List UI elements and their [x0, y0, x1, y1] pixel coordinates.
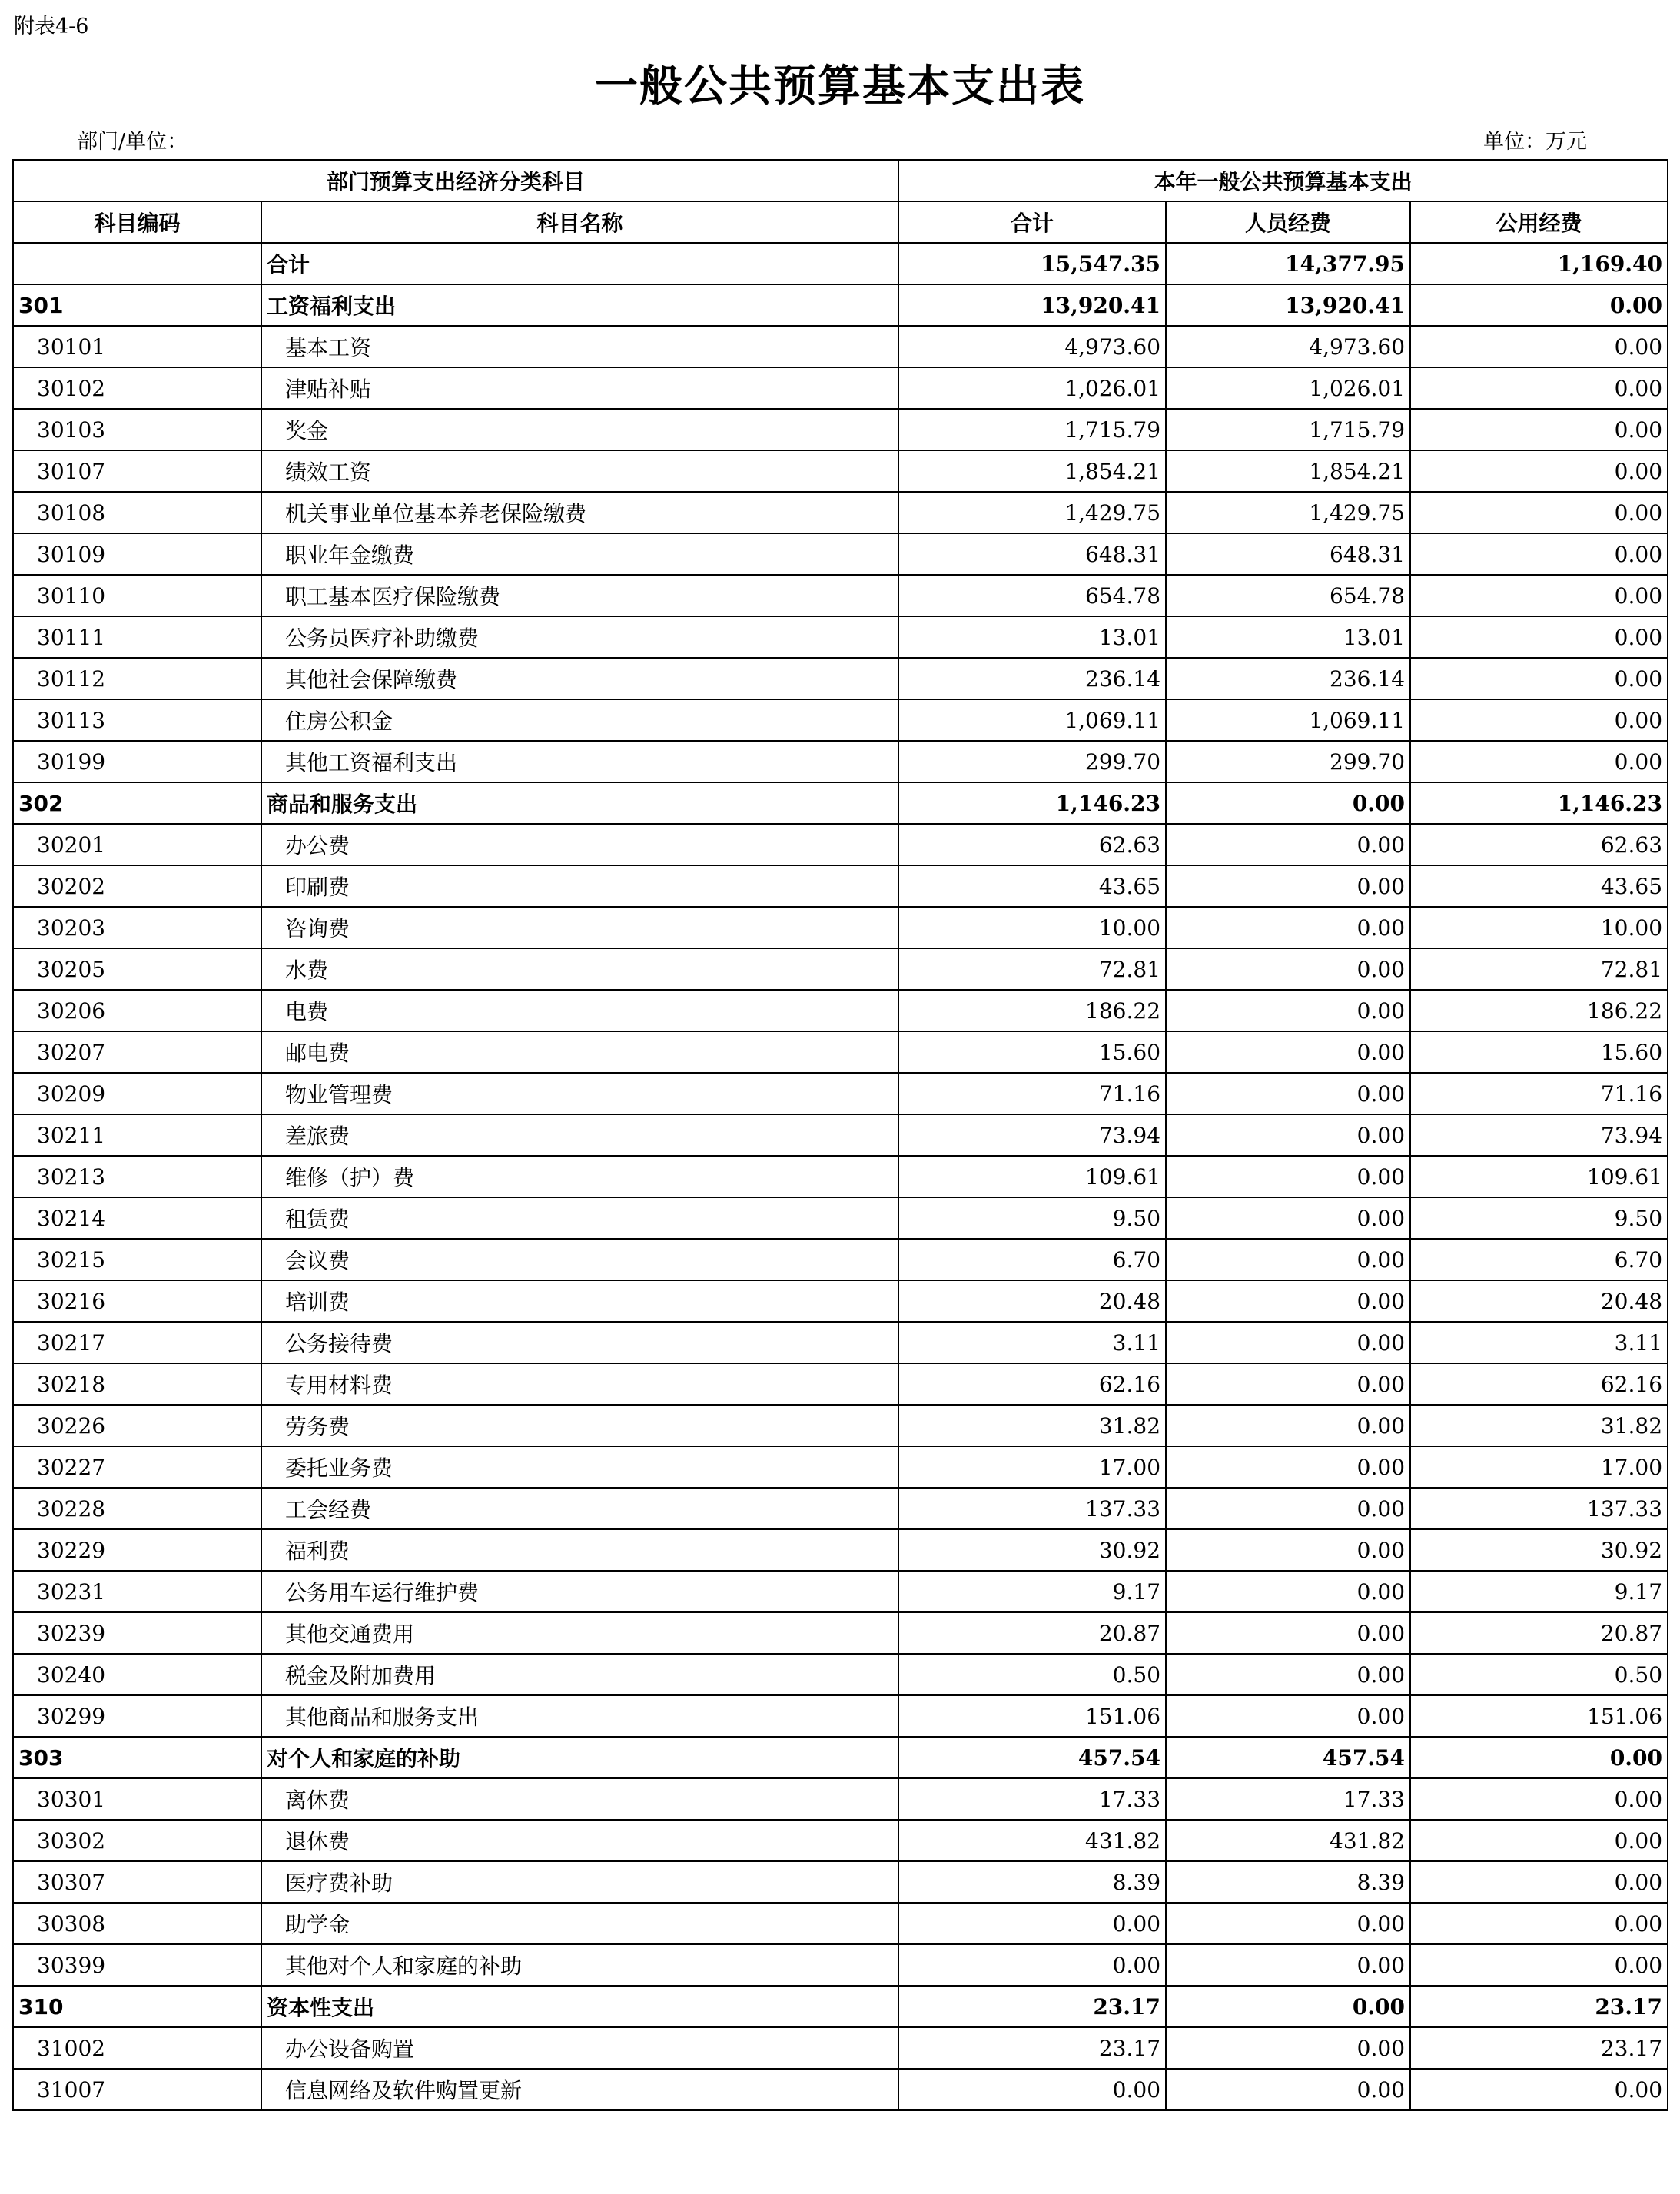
cell-code: 30299	[13, 1695, 261, 1737]
column-header-row	[13, 201, 1668, 243]
cell-public: 0.00	[1410, 741, 1668, 782]
cell-total: 9.50	[898, 1197, 1166, 1239]
table-row	[13, 1654, 1668, 1695]
column-header-public: 公用经费	[1410, 201, 1668, 243]
cell-public: 10.00	[1410, 907, 1668, 948]
cell-code: 30211	[13, 1114, 261, 1156]
cell-public: 0.00	[1410, 1861, 1668, 1903]
cell-total: 648.31	[898, 533, 1166, 575]
cell-code: 30399	[13, 1944, 261, 1986]
cell-name: 职业年金缴费	[261, 533, 898, 575]
cell-public: 23.17	[1410, 1986, 1668, 2027]
table-row	[13, 1737, 1668, 1778]
cell-total: 1,146.23	[898, 782, 1166, 824]
cell-name: 印刷费	[261, 865, 898, 907]
cell-personnel: 299.70	[1166, 741, 1410, 782]
cell-name: 物业管理费	[261, 1073, 898, 1114]
cell-name: 其他社会保障缴费	[261, 658, 898, 699]
table-row	[13, 492, 1668, 533]
cell-total: 109.61	[898, 1156, 1166, 1197]
cell-code: 30218	[13, 1363, 261, 1405]
cell-total: 30.92	[898, 1529, 1166, 1571]
cell-personnel: 648.31	[1166, 533, 1410, 575]
cell-public: 0.00	[1410, 1737, 1668, 1778]
table-row	[13, 1820, 1668, 1861]
cell-name: 助学金	[261, 1903, 898, 1944]
table-row	[13, 409, 1668, 450]
cell-public: 0.00	[1410, 658, 1668, 699]
table-row	[13, 1944, 1668, 1986]
table-row	[13, 326, 1668, 367]
table-row	[13, 1114, 1668, 1156]
cell-personnel: 17.33	[1166, 1778, 1410, 1820]
table-row	[13, 1986, 1668, 2027]
department-label: 部门/单位：	[77, 130, 188, 154]
cell-total: 236.14	[898, 658, 1166, 699]
cell-code: 302	[13, 782, 261, 824]
cell-name: 培训费	[261, 1280, 898, 1322]
table-row	[13, 699, 1668, 741]
cell-personnel: 431.82	[1166, 1820, 1410, 1861]
table-row	[13, 865, 1668, 907]
cell-name: 公务员医疗补助缴费	[261, 616, 898, 658]
table-row	[13, 1405, 1668, 1446]
table-row	[13, 243, 1668, 284]
cell-name: 职工基本医疗保险缴费	[261, 575, 898, 616]
group-header-expenditure: 本年一般公共预算基本支出	[898, 160, 1668, 201]
cell-public: 0.00	[1410, 533, 1668, 575]
cell-total: 10.00	[898, 907, 1166, 948]
cell-public: 0.00	[1410, 492, 1668, 533]
table-row	[13, 1197, 1668, 1239]
table-body	[13, 243, 1668, 2110]
cell-public: 0.50	[1410, 1654, 1668, 1695]
cell-code: 30231	[13, 1571, 261, 1612]
cell-code: 31002	[13, 2027, 261, 2069]
cell-code: 303	[13, 1737, 261, 1778]
cell-public: 0.00	[1410, 699, 1668, 741]
cell-name: 合计	[261, 243, 898, 284]
cell-code: 30103	[13, 409, 261, 450]
cell-public: 0.00	[1410, 326, 1668, 367]
cell-total: 457.54	[898, 1737, 1166, 1778]
cell-total: 9.17	[898, 1571, 1166, 1612]
budget-table	[12, 159, 1668, 2111]
cell-personnel: 0.00	[1166, 1280, 1410, 1322]
table-row	[13, 367, 1668, 409]
cell-personnel: 0.00	[1166, 824, 1410, 865]
table-row	[13, 533, 1668, 575]
cell-total: 0.50	[898, 1654, 1166, 1695]
table-row	[13, 782, 1668, 824]
page-title: 一般公共预算基本支出表	[595, 61, 1085, 111]
cell-code: 30213	[13, 1156, 261, 1197]
cell-total: 20.87	[898, 1612, 1166, 1654]
cell-total: 0.00	[898, 1944, 1166, 1986]
cell-public: 9.17	[1410, 1571, 1668, 1612]
cell-personnel: 0.00	[1166, 1363, 1410, 1405]
table-row	[13, 1861, 1668, 1903]
cell-code: 30102	[13, 367, 261, 409]
cell-code: 30202	[13, 865, 261, 907]
cell-total: 15,547.35	[898, 243, 1166, 284]
cell-public: 0.00	[1410, 616, 1668, 658]
cell-personnel: 0.00	[1166, 1114, 1410, 1156]
cell-code: 30101	[13, 326, 261, 367]
table-row	[13, 658, 1668, 699]
table-row	[13, 948, 1668, 990]
cell-total: 1,026.01	[898, 367, 1166, 409]
cell-public: 0.00	[1410, 1903, 1668, 1944]
table-row	[13, 1571, 1668, 1612]
cell-public: 151.06	[1410, 1695, 1668, 1737]
cell-name: 办公费	[261, 824, 898, 865]
cell-name: 离休费	[261, 1778, 898, 1820]
cell-code: 30108	[13, 492, 261, 533]
cell-name: 其他商品和服务支出	[261, 1695, 898, 1737]
cell-personnel: 236.14	[1166, 658, 1410, 699]
cell-code: 301	[13, 284, 261, 326]
cell-name: 水费	[261, 948, 898, 990]
cell-personnel: 0.00	[1166, 782, 1410, 824]
cell-code: 30227	[13, 1446, 261, 1488]
cell-public: 30.92	[1410, 1529, 1668, 1571]
cell-total: 13,920.41	[898, 284, 1166, 326]
cell-personnel: 0.00	[1166, 1695, 1410, 1737]
cell-personnel: 0.00	[1166, 1986, 1410, 2027]
table-row	[13, 1695, 1668, 1737]
cell-total: 1,069.11	[898, 699, 1166, 741]
cell-personnel: 1,429.75	[1166, 492, 1410, 533]
column-header-name: 科目名称	[261, 201, 898, 243]
cell-public: 43.65	[1410, 865, 1668, 907]
cell-code: 310	[13, 1986, 261, 2027]
cell-total: 186.22	[898, 990, 1166, 1031]
cell-total: 17.00	[898, 1446, 1166, 1488]
cell-total: 71.16	[898, 1073, 1166, 1114]
cell-code: 30216	[13, 1280, 261, 1322]
cell-public: 0.00	[1410, 1944, 1668, 1986]
cell-code: 30215	[13, 1239, 261, 1280]
cell-name: 其他交通费用	[261, 1612, 898, 1654]
cell-total: 0.00	[898, 1903, 1166, 1944]
cell-name: 维修（护）费	[261, 1156, 898, 1197]
cell-public: 62.16	[1410, 1363, 1668, 1405]
cell-total: 23.17	[898, 1986, 1166, 2027]
column-header-code: 科目编码	[13, 201, 261, 243]
cell-code: 30301	[13, 1778, 261, 1820]
cell-name: 资本性支出	[261, 1986, 898, 2027]
cell-personnel: 0.00	[1166, 1571, 1410, 1612]
table-row	[13, 824, 1668, 865]
cell-personnel: 4,973.60	[1166, 326, 1410, 367]
cell-name: 会议费	[261, 1239, 898, 1280]
cell-personnel: 1,715.79	[1166, 409, 1410, 450]
cell-name: 商品和服务支出	[261, 782, 898, 824]
cell-code: 30307	[13, 1861, 261, 1903]
table-row	[13, 1363, 1668, 1405]
cell-total: 15.60	[898, 1031, 1166, 1073]
table-row	[13, 1280, 1668, 1322]
table-row	[13, 2027, 1668, 2069]
cell-public: 73.94	[1410, 1114, 1668, 1156]
table-row	[13, 1446, 1668, 1488]
table-row	[13, 1903, 1668, 1944]
cell-public: 20.87	[1410, 1612, 1668, 1654]
cell-name: 奖金	[261, 409, 898, 450]
cell-code: 30302	[13, 1820, 261, 1861]
cell-public: 23.17	[1410, 2027, 1668, 2069]
cell-public: 137.33	[1410, 1488, 1668, 1529]
cell-personnel: 0.00	[1166, 1654, 1410, 1695]
cell-public: 0.00	[1410, 409, 1668, 450]
cell-total: 4,973.60	[898, 326, 1166, 367]
cell-total: 13.01	[898, 616, 1166, 658]
cell-personnel: 0.00	[1166, 990, 1410, 1031]
cell-public: 9.50	[1410, 1197, 1668, 1239]
cell-name: 专用材料费	[261, 1363, 898, 1405]
cell-name: 工会经费	[261, 1488, 898, 1529]
table-row	[13, 990, 1668, 1031]
cell-code: 30207	[13, 1031, 261, 1073]
cell-total: 20.48	[898, 1280, 1166, 1322]
cell-name: 公务接待费	[261, 1322, 898, 1363]
cell-public: 31.82	[1410, 1405, 1668, 1446]
cell-personnel: 654.78	[1166, 575, 1410, 616]
table-row	[13, 616, 1668, 658]
cell-personnel: 0.00	[1166, 1488, 1410, 1529]
table-row	[13, 907, 1668, 948]
cell-name: 其他工资福利支出	[261, 741, 898, 782]
cell-personnel: 0.00	[1166, 1197, 1410, 1239]
cell-personnel: 0.00	[1166, 1529, 1410, 1571]
table-row	[13, 284, 1668, 326]
cell-name: 对个人和家庭的补助	[261, 1737, 898, 1778]
cell-public: 71.16	[1410, 1073, 1668, 1114]
cell-personnel: 1,854.21	[1166, 450, 1410, 492]
cell-name: 办公设备购置	[261, 2027, 898, 2069]
cell-total: 431.82	[898, 1820, 1166, 1861]
cell-total: 654.78	[898, 575, 1166, 616]
table-row	[13, 1778, 1668, 1820]
cell-public: 6.70	[1410, 1239, 1668, 1280]
cell-personnel: 0.00	[1166, 2069, 1410, 2110]
group-header-row	[13, 160, 1668, 201]
cell-code: 30110	[13, 575, 261, 616]
cell-public: 1,146.23	[1410, 782, 1668, 824]
table-row	[13, 450, 1668, 492]
cell-total: 151.06	[898, 1695, 1166, 1737]
cell-total: 299.70	[898, 741, 1166, 782]
cell-personnel: 0.00	[1166, 1239, 1410, 1280]
cell-name: 差旅费	[261, 1114, 898, 1156]
cell-personnel: 0.00	[1166, 907, 1410, 948]
cell-public: 0.00	[1410, 1778, 1668, 1820]
cell-total: 43.65	[898, 865, 1166, 907]
cell-code: 30109	[13, 533, 261, 575]
cell-code	[13, 243, 261, 284]
cell-personnel: 14,377.95	[1166, 243, 1410, 284]
table-row	[13, 1031, 1668, 1073]
cell-code: 30107	[13, 450, 261, 492]
cell-public: 0.00	[1410, 1820, 1668, 1861]
cell-personnel: 0.00	[1166, 1612, 1410, 1654]
cell-public: 62.63	[1410, 824, 1668, 865]
table-row	[13, 1322, 1668, 1363]
cell-personnel: 0.00	[1166, 1405, 1410, 1446]
table-row	[13, 1529, 1668, 1571]
cell-personnel: 0.00	[1166, 1073, 1410, 1114]
cell-public: 0.00	[1410, 284, 1668, 326]
cell-total: 73.94	[898, 1114, 1166, 1156]
cell-code: 30229	[13, 1529, 261, 1571]
cell-code: 30217	[13, 1322, 261, 1363]
cell-code: 31007	[13, 2069, 261, 2110]
cell-total: 62.16	[898, 1363, 1166, 1405]
cell-total: 1,854.21	[898, 450, 1166, 492]
cell-total: 17.33	[898, 1778, 1166, 1820]
cell-public: 186.22	[1410, 990, 1668, 1031]
cell-total: 23.17	[898, 2027, 1166, 2069]
cell-public: 3.11	[1410, 1322, 1668, 1363]
table-row	[13, 741, 1668, 782]
cell-total: 3.11	[898, 1322, 1166, 1363]
cell-name: 税金及附加费用	[261, 1654, 898, 1695]
table-row	[13, 2069, 1668, 2110]
cell-public: 1,169.40	[1410, 243, 1668, 284]
cell-public: 15.60	[1410, 1031, 1668, 1073]
cell-name: 委托业务费	[261, 1446, 898, 1488]
cell-personnel: 13,920.41	[1166, 284, 1410, 326]
cell-name: 津贴补贴	[261, 367, 898, 409]
table-row	[13, 1612, 1668, 1654]
cell-name: 咨询费	[261, 907, 898, 948]
cell-personnel: 0.00	[1166, 865, 1410, 907]
cell-public: 109.61	[1410, 1156, 1668, 1197]
cell-personnel: 0.00	[1166, 948, 1410, 990]
cell-personnel: 0.00	[1166, 2027, 1410, 2069]
cell-personnel: 0.00	[1166, 1944, 1410, 1986]
cell-total: 137.33	[898, 1488, 1166, 1529]
cell-personnel: 1,069.11	[1166, 699, 1410, 741]
cell-personnel: 13.01	[1166, 616, 1410, 658]
table-row	[13, 1239, 1668, 1280]
table-row	[13, 1488, 1668, 1529]
cell-public: 0.00	[1410, 367, 1668, 409]
cell-total: 6.70	[898, 1239, 1166, 1280]
cell-name: 信息网络及软件购置更新	[261, 2069, 898, 2110]
cell-code: 30111	[13, 616, 261, 658]
cell-personnel: 0.00	[1166, 1903, 1410, 1944]
cell-public: 0.00	[1410, 2069, 1668, 2110]
cell-code: 30228	[13, 1488, 261, 1529]
cell-personnel: 0.00	[1166, 1156, 1410, 1197]
cell-total: 1,715.79	[898, 409, 1166, 450]
column-header-personnel: 人员经费	[1166, 201, 1410, 243]
cell-name: 机关事业单位基本养老保险缴费	[261, 492, 898, 533]
cell-code: 30206	[13, 990, 261, 1031]
cell-code: 30240	[13, 1654, 261, 1695]
cell-code: 30214	[13, 1197, 261, 1239]
cell-code: 30226	[13, 1405, 261, 1446]
cell-code: 30239	[13, 1612, 261, 1654]
unit-label: 单位：万元	[1483, 130, 1587, 154]
cell-name: 劳务费	[261, 1405, 898, 1446]
cell-name: 基本工资	[261, 326, 898, 367]
cell-personnel: 1,026.01	[1166, 367, 1410, 409]
cell-name: 其他对个人和家庭的补助	[261, 1944, 898, 1986]
cell-name: 医疗费补助	[261, 1861, 898, 1903]
cell-name: 绩效工资	[261, 450, 898, 492]
table-row	[13, 575, 1668, 616]
cell-total: 31.82	[898, 1405, 1166, 1446]
group-header-classification: 部门预算支出经济分类科目	[13, 160, 898, 201]
cell-name: 电费	[261, 990, 898, 1031]
cell-name: 福利费	[261, 1529, 898, 1571]
cell-code: 30203	[13, 907, 261, 948]
cell-public: 0.00	[1410, 575, 1668, 616]
cell-total: 0.00	[898, 2069, 1166, 2110]
table-row	[13, 1073, 1668, 1114]
cell-personnel: 0.00	[1166, 1446, 1410, 1488]
cell-total: 1,429.75	[898, 492, 1166, 533]
cell-name: 住房公积金	[261, 699, 898, 741]
cell-name: 公务用车运行维护费	[261, 1571, 898, 1612]
cell-total: 72.81	[898, 948, 1166, 990]
cell-name: 工资福利支出	[261, 284, 898, 326]
cell-code: 30308	[13, 1903, 261, 1944]
cell-code: 30113	[13, 699, 261, 741]
cell-name: 租赁费	[261, 1197, 898, 1239]
cell-total: 8.39	[898, 1861, 1166, 1903]
cell-code: 30112	[13, 658, 261, 699]
cell-personnel: 8.39	[1166, 1861, 1410, 1903]
cell-name: 退休费	[261, 1820, 898, 1861]
cell-code: 30209	[13, 1073, 261, 1114]
table-row	[13, 1156, 1668, 1197]
cell-code: 30199	[13, 741, 261, 782]
cell-public: 72.81	[1410, 948, 1668, 990]
cell-code: 30201	[13, 824, 261, 865]
cell-public: 0.00	[1410, 450, 1668, 492]
cell-personnel: 0.00	[1166, 1322, 1410, 1363]
appendix-label: 附表4-6	[14, 15, 89, 38]
cell-personnel: 0.00	[1166, 1031, 1410, 1073]
cell-personnel: 457.54	[1166, 1737, 1410, 1778]
cell-public: 17.00	[1410, 1446, 1668, 1488]
column-header-total: 合计	[898, 201, 1166, 243]
cell-total: 62.63	[898, 824, 1166, 865]
cell-name: 邮电费	[261, 1031, 898, 1073]
cell-public: 20.48	[1410, 1280, 1668, 1322]
cell-code: 30205	[13, 948, 261, 990]
